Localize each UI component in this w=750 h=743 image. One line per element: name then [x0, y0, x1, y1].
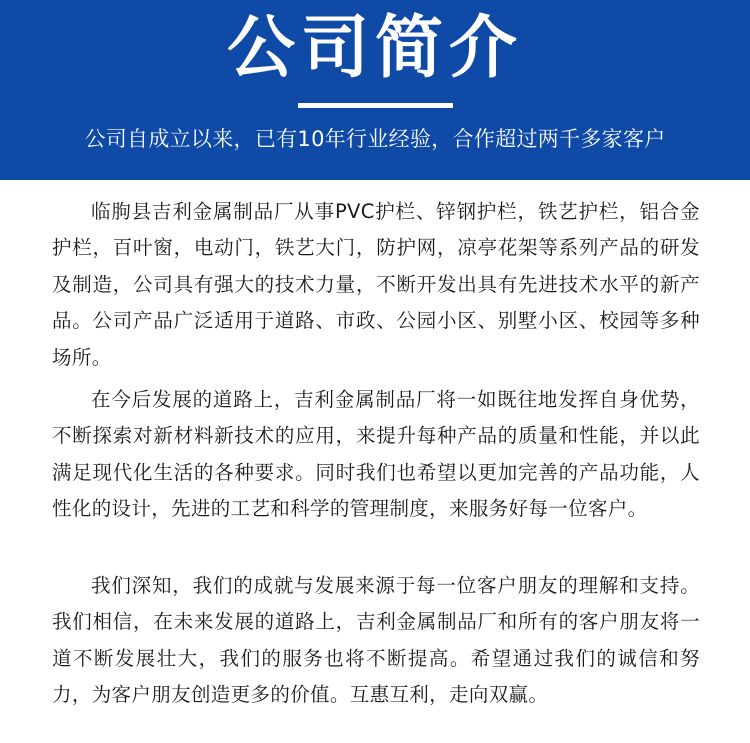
intro-paragraph-2: 在今后发展的道路上，吉利金属制品厂将一如既往地发挥自身优势，不断探索对新材料新技术的应用，来提升每种产品的质量和性能，并以此满足现代化生活的各种要求。同时我们也希望以更加完善的产品功能，人性化的设计，先进的工艺和科学的管理制度，来服务好每一位客户。: [52, 388, 700, 521]
intro-paragraph-1: 临朐县吉利金属制品厂从事PVC护栏、锌钢护栏，铁艺护栏，铝合金护栏，百叶窗，电动门，铁艺大门，防护网，凉亭花架等系列产品的研发及制造，公司具有强大的技术力量，不断开发出具有先进技术水平的新产品。公司产品广泛适用于道路、市政、公园小区、别墅小区、校园等多种场所。: [52, 200, 700, 369]
intro-paragraph-3: 我们深知，我们的成就与发展来源于每一位客户朋友的理解和支持。我们相信，在未来发展的道路上，吉利金属制品厂和所有的客户朋友将一道不断发展壮大，我们的服务也将不断提高。希望通过我们的诚信和努力，为客户朋友创造更多的价值。互惠互利，走向双赢。: [52, 574, 700, 707]
company-intro-body: [0, 180, 750, 743]
title-underline-divider: [298, 103, 453, 108]
header-banner: [0, 0, 750, 180]
page-subtitle: 公司自成立以来，已有10年行业经验，合作超过两千多家客户: [84, 127, 666, 151]
page-title: 公司简介: [226, 9, 523, 88]
